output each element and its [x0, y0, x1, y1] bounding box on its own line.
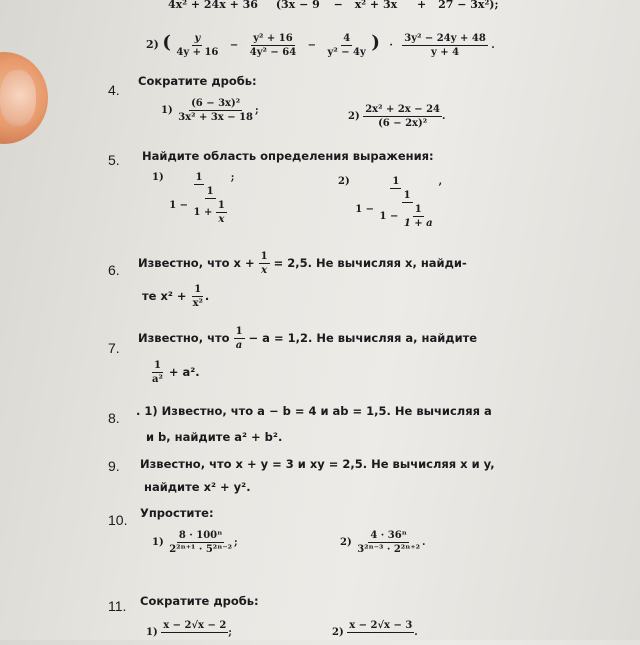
problem-5-part-2: 2) 1 1 − 1 1 − $\frac{1}{1 + a}$ , [338, 176, 443, 229]
problem-4-title: Сократите дробь: [138, 74, 257, 88]
problem-7-line-2: $\frac{1}{\text{a²}}$ + a². [152, 360, 200, 385]
problem-number-10: 10. [108, 512, 128, 528]
problem-number-4: 4. [108, 82, 120, 98]
problem-11-title: Сократите дробь: [140, 594, 259, 608]
prev-problem-part-2: 2) ( $\frac{y}{4y + 16}$ − $\frac{\text{y² + 16}}{\text{4y² − 64}}$ − $\frac{4}{\text{y² − 4y}}$ ) · $\frac{\text{3y² − 24y + 48}}{y + 4}$ . [146, 32, 495, 58]
problem-number-11: 11. [108, 598, 127, 614]
problem-number-5: 5. [108, 152, 120, 168]
problem-10-title: Упростите: [140, 506, 214, 520]
problem-5-title: Найдите область определения выражения: [142, 149, 434, 163]
top-line-partial: 4x² + 24x + 36 (3x − 9 − x² + 3x + 27 − 3x²); [168, 0, 499, 11]
problem-number-9: 9. [108, 458, 120, 474]
problem-7-line-1: Известно, что $\frac{1}{a}$ − a = 1,2. Не вычисляя a, найдите [138, 326, 478, 351]
problem-8-line-2: и b, найдите a² + b². [146, 430, 283, 444]
problem-4-part-1: 1) $\frac{\text{(6 − 3x)²}}{\text{3x² + 3x − 18}}$ ; [161, 98, 259, 123]
problem-10-part-1: 1) $\frac{\text{8 · 100ⁿ}}{\text{2²ⁿ⁺¹ · 5²ⁿ⁻²}}$ ; [152, 530, 238, 555]
problem-8-line-1: . 1) Известно, что a − b = 4 и ab = 1,5. Не вычисляя a [136, 404, 492, 418]
problem-9-line-2: найдите x² + y². [144, 480, 251, 494]
problem-number-7: 7. [108, 340, 120, 356]
fingernail-photo-artifact [0, 70, 36, 126]
problem-4-part-2: 2) $\frac{\text{2x² + 2x − 24}}{\text{(6 − 2x)²}}$ . [348, 104, 446, 129]
problem-9-line-1: Известно, что x + y = 3 и xy = 2,5. Не вычисляя x и y, [140, 457, 495, 471]
problem-number-8: 8. [108, 410, 120, 426]
problem-6-line-2: те x² + $\frac{1}{\text{x²}}$ . [142, 284, 210, 309]
problem-10-part-2: 2) $\frac{\text{4 · 36ⁿ}}{\text{3²ⁿ⁻³ · 2²ⁿ⁺²}}$ . [340, 530, 426, 555]
problem-5-part-1: 1) 1 1 − 1 1 + $\frac{1}{x}$ ; [152, 172, 235, 225]
problem-11-part-2: 2) x − 2√x − 3 . [332, 620, 418, 638]
problem-number-6: 6. [108, 262, 120, 278]
problem-6-line-1: Известно, что x + $\frac{1}{x}$ = 2,5. Не вычисляя x, найди- [138, 251, 467, 276]
problem-11-part-1: 1) x − 2√x − 2 ; [146, 620, 232, 638]
